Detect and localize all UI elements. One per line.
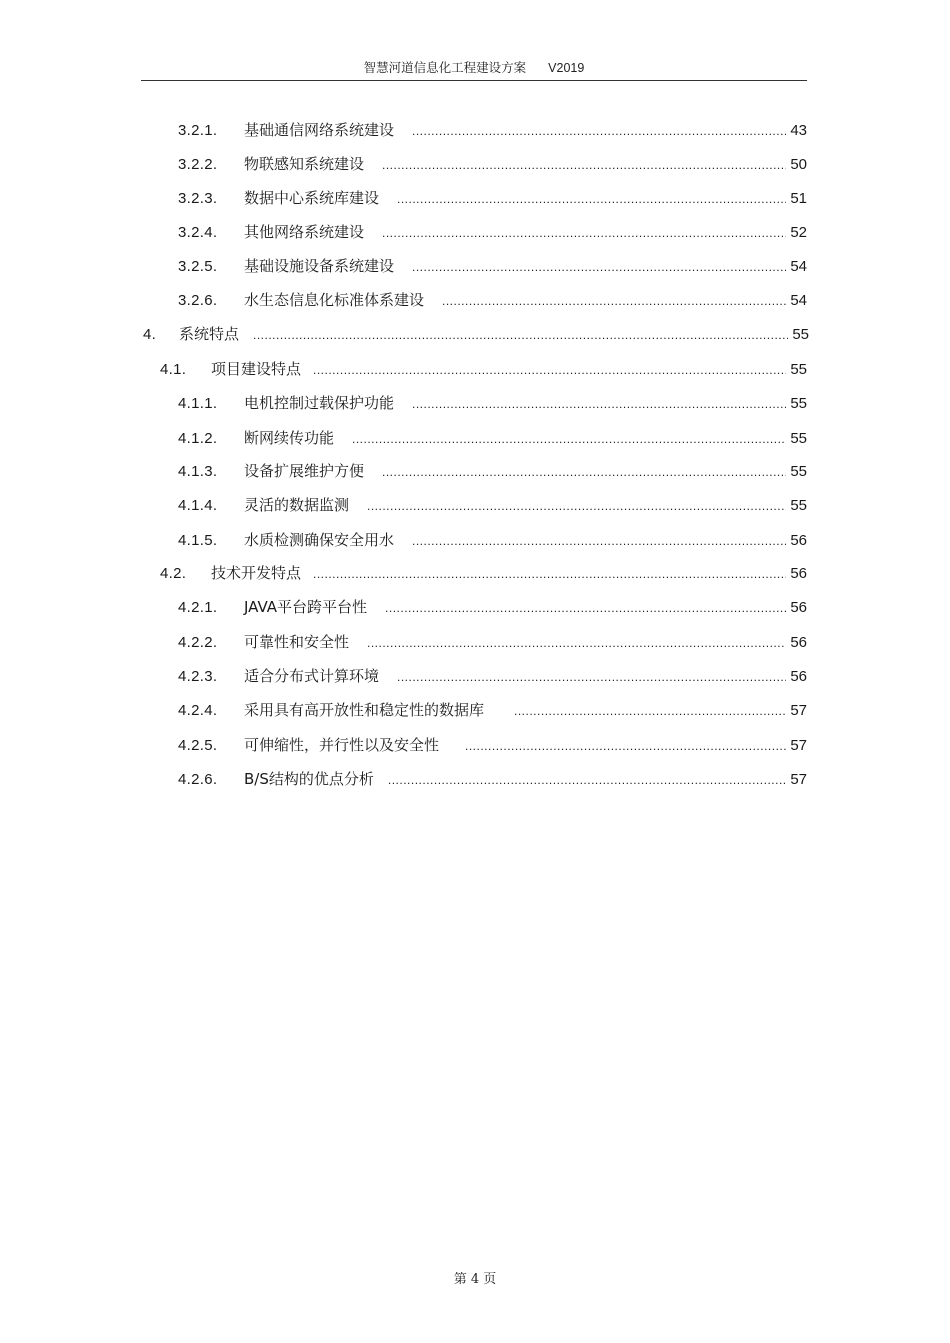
toc-entry[interactable]	[178, 666, 807, 686]
dot-leader	[367, 633, 786, 652]
toc-title: JAVA平台跨平台性	[244, 598, 368, 616]
toc-entry[interactable]	[178, 700, 807, 720]
toc-page: 55	[790, 463, 807, 480]
toc-entry[interactable]	[178, 188, 807, 208]
dot-leader	[253, 325, 788, 344]
toc-entry[interactable]	[178, 222, 807, 242]
toc-page: 43	[790, 122, 807, 139]
toc-number: 4.2.	[160, 565, 187, 582]
toc-entry[interactable]	[178, 154, 807, 174]
toc-title: 采用具有高开放性和稳定性的数据库	[244, 701, 485, 719]
toc-entry[interactable]	[160, 563, 807, 583]
toc-title: 灵活的数据监测	[244, 496, 350, 514]
toc-title: 系统特点	[179, 325, 240, 343]
dot-leader	[412, 394, 786, 413]
toc-entry[interactable]	[178, 530, 807, 550]
toc-title: B/S结构的优点分析	[244, 770, 374, 788]
toc-title: 数据中心系统库建设	[244, 189, 380, 207]
toc-page: 56	[790, 565, 807, 582]
dot-leader	[367, 496, 786, 515]
dot-leader	[465, 736, 786, 755]
dot-leader	[313, 360, 786, 379]
toc-title: 设备扩展维护方便	[244, 462, 365, 480]
toc-entry[interactable]	[178, 290, 807, 310]
toc-entry[interactable]	[178, 632, 807, 652]
toc-title: 电机控制过载保护功能	[244, 394, 395, 412]
toc-entry[interactable]	[178, 120, 807, 140]
toc-number: 4.2.5.	[178, 737, 218, 754]
toc-number: 4.1.4.	[178, 497, 218, 514]
document-title: 智慧河道信息化工程建设方案	[363, 60, 527, 75]
toc-entry[interactable]	[178, 428, 807, 448]
toc-title: 水质检测确保安全用水	[244, 531, 395, 549]
toc-number: 3.2.3.	[178, 190, 218, 207]
toc-number: 3.2.6.	[178, 292, 218, 309]
dot-leader	[442, 291, 786, 310]
toc-page: 56	[790, 532, 807, 549]
toc-page: 56	[790, 599, 807, 616]
toc-page: 57	[790, 737, 807, 754]
toc-number: 4.2.3.	[178, 668, 218, 685]
page-number: 第 4 页	[453, 1272, 497, 1287]
toc-entry[interactable]	[178, 597, 807, 617]
toc-number: 4.2.1.	[178, 599, 218, 616]
toc-number: 4.2.2.	[178, 634, 218, 651]
dot-leader	[397, 667, 786, 686]
dot-leader	[412, 121, 786, 140]
toc-page: 50	[790, 156, 807, 173]
toc-page: 52	[790, 224, 807, 241]
toc-page: 56	[790, 634, 807, 651]
toc-number: 4.	[143, 326, 157, 343]
toc-page: 56	[790, 668, 807, 685]
toc-page: 55	[790, 395, 807, 412]
toc-page: 57	[790, 702, 807, 719]
toc-page: 55	[790, 497, 807, 514]
dot-leader	[412, 531, 786, 550]
toc-title: 可伸缩性，并行性以及安全性	[244, 736, 440, 754]
toc-page: 57	[790, 771, 807, 788]
dot-leader	[514, 701, 786, 720]
toc-entry[interactable]	[178, 461, 807, 481]
toc-title: 物联感知系统建设	[244, 155, 365, 173]
dot-leader	[385, 598, 786, 617]
toc-entry[interactable]	[178, 735, 807, 755]
dot-leader	[397, 189, 786, 208]
toc-number: 3.2.4.	[178, 224, 218, 241]
document-version: V2019	[548, 61, 585, 75]
toc-entry[interactable]	[178, 393, 807, 413]
toc-title: 断网续传功能	[244, 429, 335, 447]
toc-page: 51	[790, 190, 807, 207]
toc-number: 4.1.5.	[178, 532, 218, 549]
toc-number: 4.2.6.	[178, 771, 218, 788]
toc-page: 55	[790, 430, 807, 447]
dot-leader	[352, 429, 786, 448]
toc-entry[interactable]	[143, 324, 809, 344]
toc-page: 55	[790, 361, 807, 378]
toc-entry[interactable]	[178, 769, 807, 789]
toc-entry[interactable]	[178, 256, 807, 276]
toc-number: 4.2.4.	[178, 702, 218, 719]
toc-title: 可靠性和安全性	[244, 633, 350, 651]
toc-title: 适合分布式计算环境	[244, 667, 380, 685]
toc-number: 4.1.1.	[178, 395, 218, 412]
toc-page: 55	[792, 326, 809, 343]
toc-page: 54	[790, 292, 807, 309]
toc-title: 其他网络系统建设	[244, 223, 365, 241]
toc-page: 54	[790, 258, 807, 275]
dot-leader	[313, 564, 786, 583]
toc-number: 4.1.	[160, 361, 187, 378]
toc-number: 3.2.1.	[178, 122, 218, 139]
toc-title: 基础通信网络系统建设	[244, 121, 395, 139]
toc-entry[interactable]	[160, 359, 807, 379]
toc-number: 4.1.2.	[178, 430, 218, 447]
toc-number: 4.1.3.	[178, 463, 218, 480]
toc-number: 3.2.2.	[178, 156, 218, 173]
toc-title: 技术开发特点	[211, 564, 302, 582]
dot-leader	[388, 770, 786, 789]
dot-leader	[382, 155, 786, 174]
toc-entry[interactable]	[178, 495, 807, 515]
toc-title: 项目建设特点	[211, 360, 302, 378]
toc-title: 基础设施设备系统建设	[244, 257, 395, 275]
dot-leader	[412, 257, 786, 276]
page-footer	[0, 1268, 950, 1287]
toc-number: 3.2.5.	[178, 258, 218, 275]
dot-leader	[382, 462, 786, 481]
dot-leader	[382, 223, 786, 242]
toc-title: 水生态信息化标准体系建设	[244, 291, 425, 309]
